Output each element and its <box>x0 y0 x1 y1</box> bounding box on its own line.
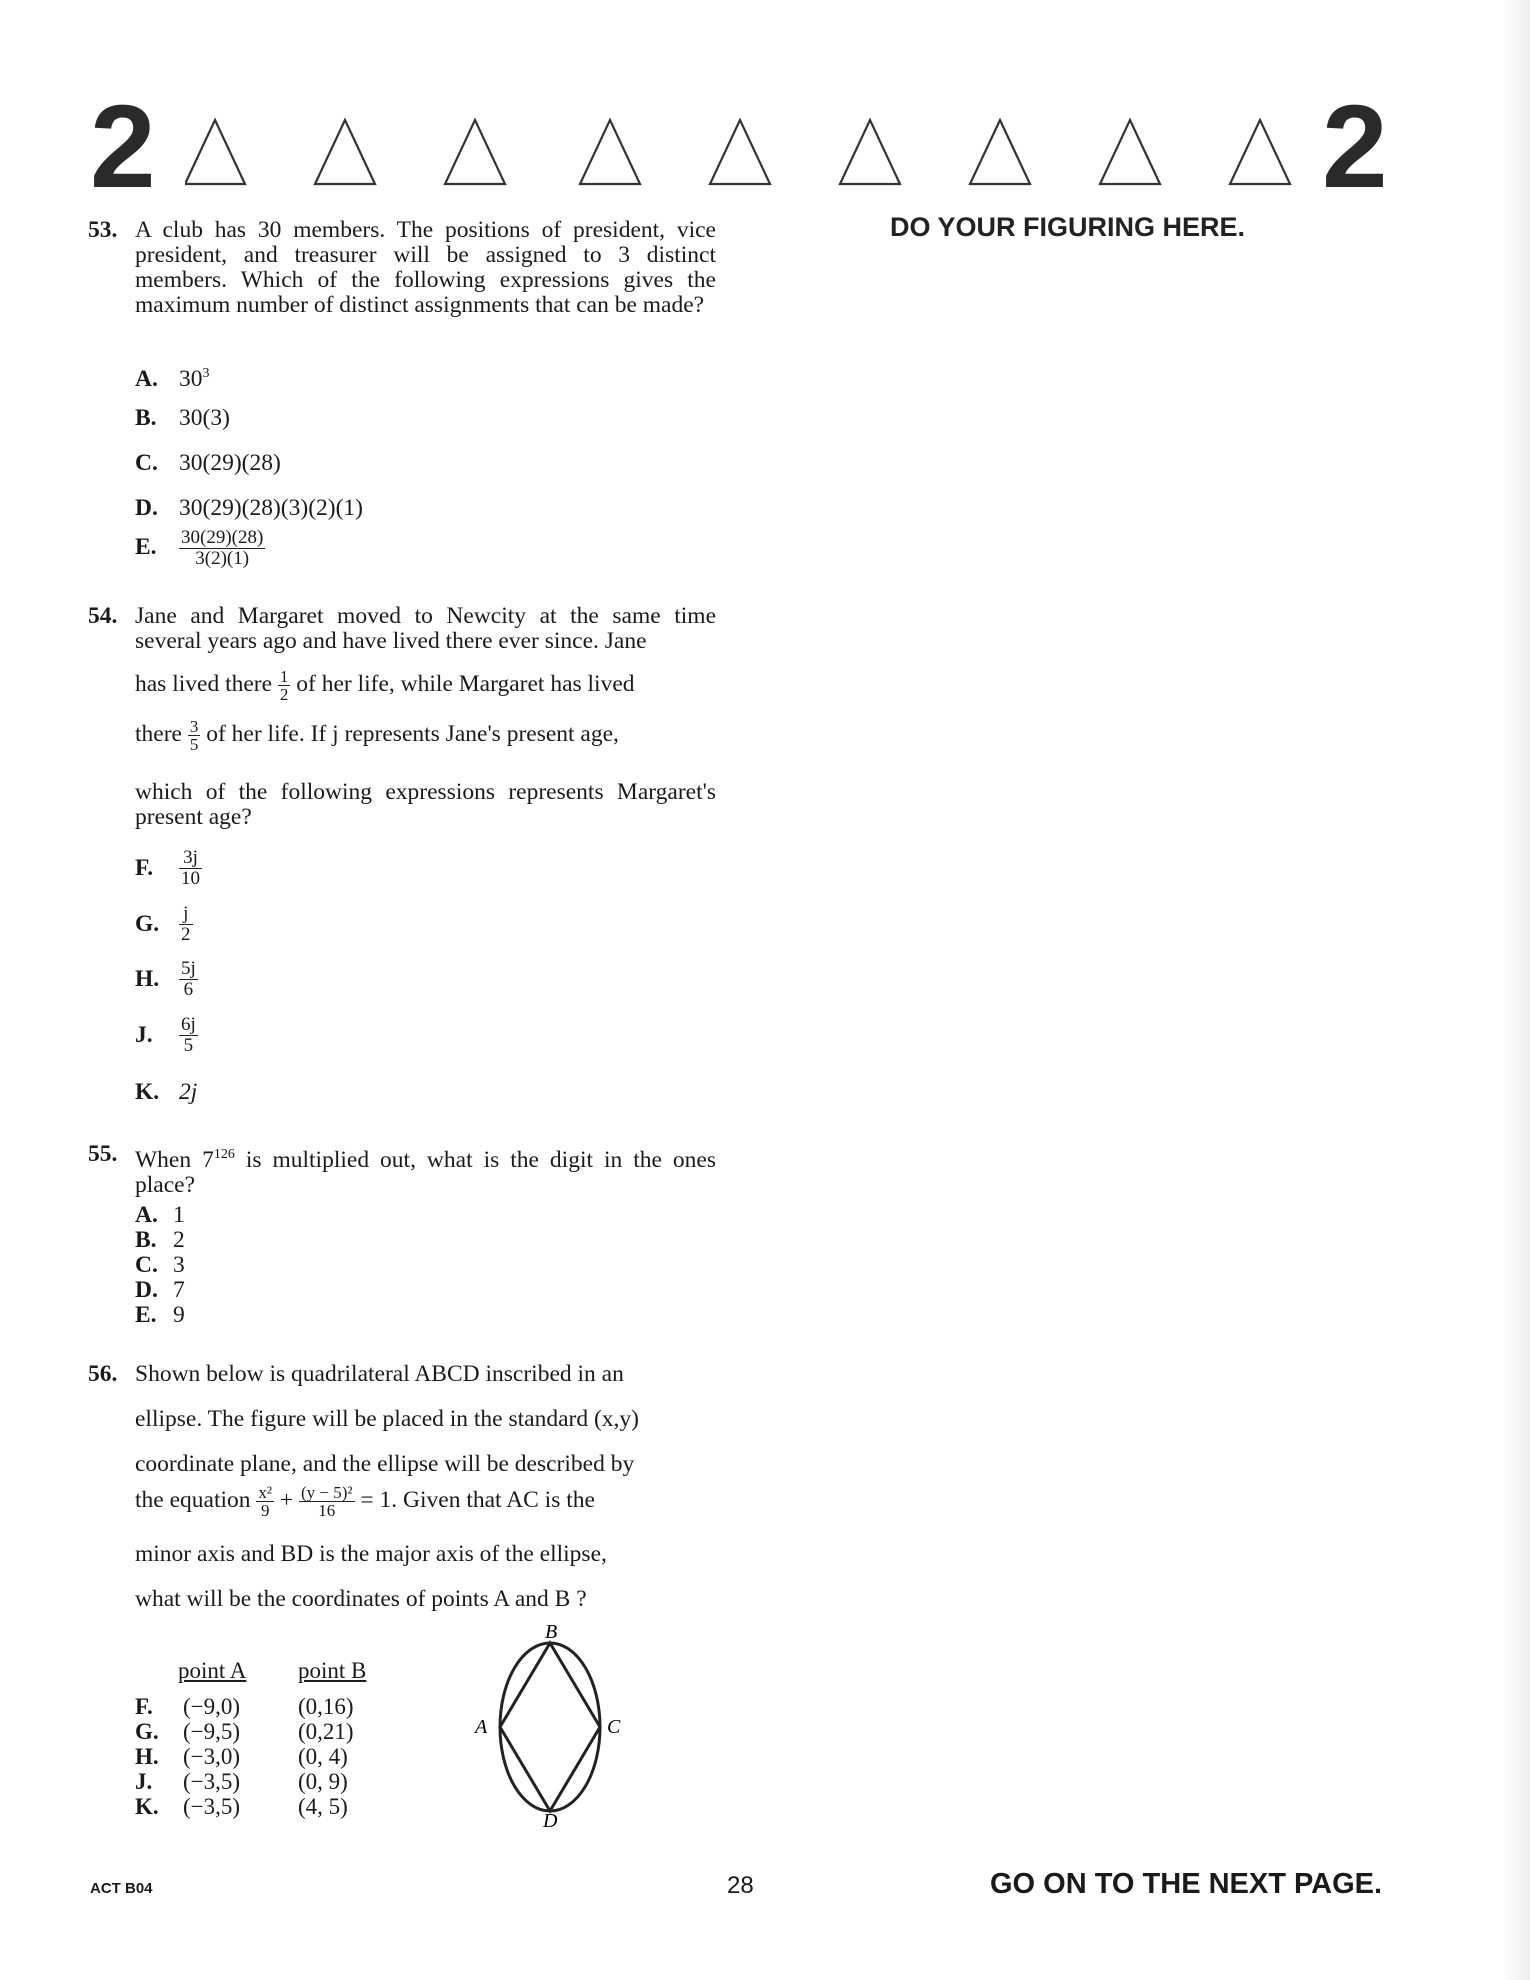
question-53 <box>88 218 716 318</box>
question-56 <box>88 1362 716 1387</box>
triangle-icon <box>445 120 505 184</box>
question-text: When $7^{126}$ is multiplied out, what is the digit in the ones place? <box>135 1146 716 1198</box>
ellipse-figure <box>465 1625 635 1830</box>
label-b: B <box>545 1625 558 1643</box>
question-number: 54. <box>88 603 118 629</box>
label-a: A <box>475 1716 488 1738</box>
question-54-line3: there $\frac{3}{5}$ of her life. If j represents Jane's present age, <box>135 717 619 754</box>
triangle-icon <box>315 120 375 184</box>
triangle-icon <box>1100 120 1160 184</box>
test-code: ACT B04 <box>90 1880 153 1897</box>
question-54-line2: has lived there $\frac{1}{2}$ of her life, while Margaret has lived <box>135 667 635 704</box>
question-56-line6: what will be the coordinates of points A and B ? <box>135 1586 587 1612</box>
option-55-e[interactable]: E. 9 <box>135 1302 185 1328</box>
option-56-j[interactable]: J. (−3,5) (0, 9) <box>135 1769 348 1794</box>
fraction: $\frac{\text{x²}}{9}$ <box>258 1483 272 1520</box>
option-54-h[interactable]: H. $\frac{5j}{6}$ <box>135 958 196 1000</box>
column-header-point-a: point A <box>178 1658 247 1683</box>
option-53-a[interactable]: A. $30^3$ <box>135 365 210 392</box>
triangle-icon <box>710 120 770 184</box>
option-55-c[interactable]: C. 3 <box>135 1252 185 1278</box>
page-edge-shadow <box>1502 0 1530 1980</box>
question-text: A club has 30 members. The positions of president, vice president, and treasurer will be assigned to 3 distinct members. Which of the following expressions gives the maximum number of distinct assignments that can be made? <box>135 217 716 318</box>
next-page-instruction: GO ON TO THE NEXT PAGE. <box>990 1868 1383 1900</box>
section-number-left: 2 <box>90 81 156 213</box>
figuring-label: DO YOUR FIGURING HERE. <box>890 212 1246 242</box>
triangle-row <box>185 118 1310 186</box>
question-56-line2: ellipse. The figure will be placed in the standard (x,y) <box>135 1406 639 1432</box>
fraction: $\frac{j}{2}$ <box>181 903 191 945</box>
fraction: $\frac{\text{(y − 5)²}}{16}$ <box>301 1483 353 1520</box>
option-55-b[interactable]: B. 2 <box>135 1227 185 1253</box>
option-55-d[interactable]: D. 7 <box>135 1277 185 1303</box>
option-54-f[interactable]: F. $\frac{3j}{10}$ <box>135 847 200 889</box>
section-number-right: 2 <box>1322 81 1388 213</box>
option-53-d[interactable]: D. 30(29)(28)(3)(2)(1) <box>135 495 364 521</box>
option-53-c[interactable]: C. 30(29)(28) <box>135 450 281 476</box>
option-56-g[interactable]: G. (−9,5) (0,21) <box>135 1719 354 1744</box>
question-54-line4: which of the following expressions represents Margaret's present age? <box>135 779 716 830</box>
triangle-icon <box>840 120 900 184</box>
fraction: $\frac{6j}{5}$ <box>181 1014 196 1056</box>
question-54 <box>88 604 716 654</box>
question-56-line4: the equation $\frac{\text{x²}}{9}$ + $\frac{\text{(y − 5)²}}{16}$ = 1. Given that AC is the <box>135 1483 595 1520</box>
fraction: $\frac{3j}{10}$ <box>181 847 200 889</box>
ellipse <box>500 1643 600 1811</box>
option-54-j[interactable]: J. $\frac{6j}{5}$ <box>135 1014 196 1056</box>
label-c: C <box>607 1716 621 1738</box>
page-number: 28 <box>727 1872 754 1899</box>
question-56-line5: minor axis and BD is the major axis of the ellipse, <box>135 1541 607 1567</box>
option-56-k[interactable]: K. (−3,5) (4, 5) <box>135 1794 348 1819</box>
fraction: $\frac{3}{5}$ <box>189 717 199 754</box>
triangle-icon <box>1230 120 1290 184</box>
question-number: 55. <box>88 1141 118 1167</box>
triangle-icon <box>580 120 640 184</box>
triangle-icon <box>185 120 245 184</box>
option-56-f[interactable]: F. (−9,0) (0,16) <box>135 1694 354 1719</box>
question-56-line3: coordinate plane, and the ellipse will be described by <box>135 1451 635 1477</box>
question-number: 56. <box>88 1361 118 1387</box>
fraction: $\frac{30(29)(28)}{3(2)(1)}$ <box>181 527 264 569</box>
option-54-g[interactable]: G. $\frac{j}{2}$ <box>135 903 191 945</box>
question-number: 53. <box>88 217 118 243</box>
question-text-line: Jane and Margaret moved to Newcity at the same time several years ago and have lived there ever since. Jane <box>135 603 716 654</box>
fraction: $\frac{5j}{6}$ <box>181 958 196 1000</box>
triangle-icon <box>970 120 1030 184</box>
question-55 <box>88 1142 716 1198</box>
fraction: $\frac{1}{2}$ <box>279 667 289 704</box>
option-53-e[interactable]: E. $\frac{30(29)(28)}{3(2)(1)}$ <box>135 527 264 569</box>
question-text-line: Shown below is quadrilateral ABCD inscribed in an <box>135 1361 624 1387</box>
column-header-point-b: point B <box>298 1658 367 1683</box>
option-54-k[interactable]: K. 2j <box>135 1079 198 1105</box>
option-55-a[interactable]: A. 1 <box>135 1202 185 1228</box>
label-d: D <box>543 1810 558 1830</box>
option-53-b[interactable]: B. 30(3) <box>135 405 230 431</box>
option-56-h[interactable]: H. (−3,0) (0, 4) <box>135 1744 348 1769</box>
